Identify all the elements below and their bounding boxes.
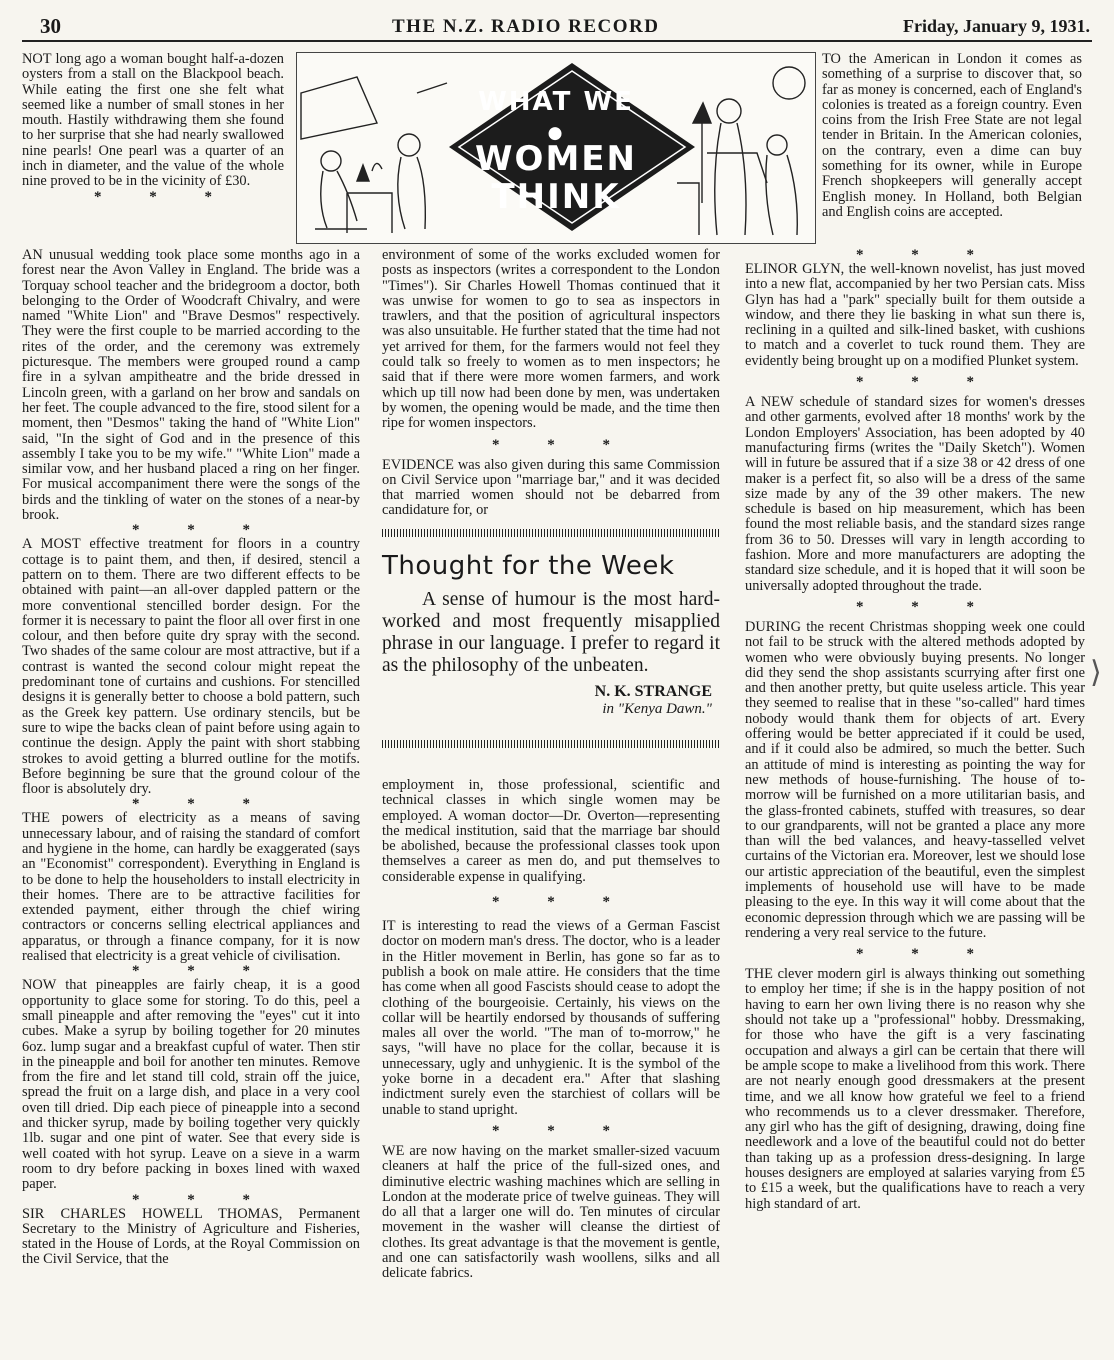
column-2-top — [382, 248, 720, 520]
banner-dot-icon: ● — [547, 123, 565, 143]
column-3 — [745, 248, 1085, 1348]
margin-mark-icon: ⟩ — [1090, 656, 1102, 689]
banner-title-line-2: WOMEN — [475, 139, 637, 179]
article-wedding: AN unusual wedding took place some months ago in a forest near the Avon Valley in England. The bride was a Torquay school teacher and the bridegroom a doctor, both belonging to the Order of Woodcraft Chivalry, and were named "White Lion" and "Brave Desmos" respectively. They were the first couple to be married according to the rites of the order, and the ceremony was extremely picturesque. The members were grouped round a camp fire in a sylvan ampitheatre and the bride dressed in Lincoln green, with a garland on her brow and sandals on her feet. The couple advanced to the fire, stood silent for a moment, then "Desmos" taking the hand of "White Lion" said, "In the sight of God and in the presence of this assembly I take you to be my wife." "White Lion" made a similar vow, and her husband placed a ring on her finger. For musical accompaniment there were the songs of the birds and the tinkling of water on the stones of a near-by brook. — [22, 248, 360, 524]
column-banner-illustration — [296, 52, 816, 244]
thought-title: Thought for the Week — [382, 551, 675, 581]
section-separator: * * * — [132, 1191, 272, 1208]
article-oysters — [22, 52, 284, 274]
section-separator: * * * — [492, 1122, 632, 1139]
section-separator: * * * — [856, 598, 996, 615]
hatch-rule-bottom — [382, 740, 720, 748]
issue-date: Friday, January 9, 1931. — [902, 16, 1090, 36]
thought-quote: A sense of humour is the most hard-worked and most frequently misapplied phrase in our language. I prefer to regard it as the philosophy of the unbeaten. — [382, 589, 720, 676]
article-american — [822, 52, 1082, 248]
section-separator: * * * — [492, 436, 632, 453]
section-separator: * * * — [856, 374, 996, 391]
article-girl: THE clever modern girl is always thinking out something to employ her time; if she is in the happy position of not having to earn her own living there is no reason why she should not take up a "professional" hobby. Dressmaking, for those who have the gift is a very fascinating occupation and always a girl can be certain that there will be ample scope to make a livelihood from this work. There are not nearly enough good dressmakers at the present time, and we all know how grateful we feel to a friend who recommends us to a clever dressmaker. Therefore, any girl who has the gift of designing, drawing, doing fine needlework and a love of the beautiful could not do better than taking up as a profession dress-designing. In large houses designers are employed at salaries varying from £5 to £15 a week, but the qualifications have to reach a very high standard of art. — [745, 966, 1085, 1212]
hatch-rule-top — [382, 529, 720, 537]
article-thomas: SIR CHARLES HOWELL THOMAS, Permanent Secretary to the Ministry of Agriculture and Fisheries, stated in the House of Lords, at the Royal Commission on the Civil Service, that the — [22, 1205, 360, 1268]
section-separator: * * * — [132, 522, 272, 539]
article-christmas: DURING the recent Christmas shopping week one could not fail to be struck with the altered methods adopted by women who were obviously buying presents. No longer did they send the shop assistants scurrying after first one and then another pretty, but quite useless article. This year they seemed to realise that in these "so-called" hard times nobody would thank them for objects of art. Every offering would be better appreciated if it could be used, and if it could also be admired, so much the better. Such an attitude of mind is interesting as pointing the way for new methods of house-furnishing. The house of to-morrow will be furnished on a more utilitarian basis, and the glass-fronted cabinets, stuffed with treasures, so dear to our grandparents, will not be granted a place any more than will the bed valances, and heavy-tasselled velvet curtains of the Victorian era. Moreover, lest we should lose our artistic appreciation of the beautiful, even the simplest implements of household use will have to be made pleasing to the eye. In this way it will come about that the economic depression through which we are passing will be rendering a very real service to the future. — [745, 618, 1085, 941]
banner-title-line-1: WHAT WE — [478, 87, 634, 117]
section-separator: * * * — [492, 894, 632, 911]
article-environment: environment of some of the works excluded women for posts as inspectors (writes a correspondent to the London "Times"). Sir Charles Howell Thomas continued that it was unwise for women to go to sea as inspectors in trawlers, and that the position of agricultural inspectors was also unsuitable. He further stated that the time had not yet arrived for them, for the farmers would not feel they could talk so freely to women as to men inspectors; he said that if there were more women farmers, and work which up till now had been done by men, was undertaken by women, the opening would be made, and the time then ripe for women inspectors. — [382, 248, 720, 432]
section-separator: * * * — [856, 946, 996, 963]
article-electricity: THE powers of electricity as a means of saving unnecessary labour, and of raising the standard of comfort and hygiene in the home, can hardly be exaggerated (says an "Economist" correspondent). Everything in England is to be done to help the householders to install electricity in their homes. There are to be attractive facilities for extended payment, either through the chief wiring contractors or concerns selling electrical appliances and apparatus, or through a finance company, for it is now realised that electricity is a great vehicle of civilisation. — [22, 810, 360, 965]
article-vacuum: WE are now having on the market smaller-sized vacuum cleaners at half the price of the full-sized ones, and diminutive electric washing machines which are selling in London at the moderate price of twelve guineas. They will do all that a larger one will do. Ten minutes of circular movement in the washer will cleanse the dirtiest of clothes. Its great advantage is that the movement is gentle, and one can satisfactorily wash woollens, silks and all delicate fabrics. — [382, 1142, 720, 1282]
article-floors: A MOST effective treatment for floors in a country cottage is to paint them, and then, if desired, stencil a pattern on to them. There are two different effects to be obtained with paint—an all-over dappled pattern or the more conventional stencilled border design. For the former it is necessary to paint the floor all over first in one colour, and then before quite dry spray with the second. Two shades of the same colour are most attractive, but if a contrast is wanted the second colour might repeat the predominant tone of curtains and cushions. For stencilled designs it is generally better to choose a bold pattern, such as the Greek key pattern. Use ordinary stencils, but be sure to wipe the backs clean of paint before using again to continue the design. Apply the paint with short stabbing strokes to avoid getting a blurred outline for the motifs. Before beginning be sure that the ground colour of the floor is absolutely dry. — [22, 536, 360, 798]
article-dress: IT is interesting to read the views of a German Fascist doctor on modern man's dress. The doctor, who is a leader in the Hitler movement in Berlin, has gone so far as to publish a book on male attire. He considers that the time has come when all good Fascists should cease to adopt the clothing of the bourgeoisie. Certainly, his views on the collar will be heartily endorsed by thousands of suffering males all over the world. "The man of to-morrow," he says, "will have no place for the collar, because it is unnecessary, ugly and unhygienic. It is the symbol of the yoke borne in a decadent era." After that slashing indictment surely even the starchiest of collars will be unable to stand upright. — [382, 918, 720, 1118]
header-rule — [22, 40, 1092, 42]
masthead: THE N.Z. RADIO RECORD — [392, 16, 660, 37]
section-separator: * * * — [132, 796, 272, 813]
article-pineapples: NOW that pineapples are fairly cheap, it is a good opportunity to glace some for storing. To do this, peel a small pineapple and after removing the "eyes" cut it into cubes. Make a syrup by boiling together for 20 minutes 6oz. lump sugar and a breakfast cupful of water. Then stir in the pineapple and boil for another ten minutes. Remove from the fire and let stand till cold, strain off the juice, spread the fruit on a large dish, and place in a very cool oven till dried. Dip each piece of pineapple into a second and thicker syrup, made by boiling together very quickly 1lb. sugar and one pint of water. See that every side is well coated with hot syrup. Leave on a sieve in a warm room to dry before packing in boxes lined with waxed paper. — [22, 977, 360, 1193]
thought-author: N. K. STRANGE — [594, 683, 712, 700]
thought-for-the-week-box — [382, 529, 720, 771]
article-sizes: A NEW schedule of standard sizes for women's dresses and other garments, evolved after 18 months' work by the London Employers' Association, has been adopted by 40 manufacturing firms (writes the "Daily Sketch"). Women will in future be assured that if a size 38 or 42 dress of one maker is a perfect fit, so also will be a dress of the same size made by any of the 39 other makers. The new schedule is based on hip measurement, which has been found the most reliable basis, and the standard sizes range from 36 to 50. Dresses will vary in length according to fashion. More and more manufacturers are adopting the standard size schedule, and it is hoped that it will soon be universally adopted throughout the trade. — [745, 394, 1085, 594]
page-number: 30 — [40, 14, 61, 38]
section-separator: * * * — [94, 188, 234, 205]
article-oysters-text: NOT long ago a woman bought half-a-dozen oysters from a stall on the Blackpool beach. While eating the first one she felt what seemed like a number of small stones in her mouth. Hastily withdrawing them she found to her surprise that she had nearly swallowed nine pearls! One pearl was a quarter of an inch in diameter, and the value of the whole nine proved to be in the vicinity of £30. — [22, 52, 284, 190]
article-american-text: TO the American in London it comes as something of a surprise to discover that, so far as money is concerned, each of England's colonies is treated as a foreign country. Even coins from the Irish Free State are not legal tender in Britain. In the American colonies, on the contrary, even a dime can buy something for its owner, while in Europe French shopkeepers will generally accept English money. In Holland, both Belgian and English coins are accepted. — [822, 52, 1082, 220]
article-employment: employment in, those professional, scientific and technical classes in which single women may be employed. A woman doctor—Dr. Overton—representing the medical institution, said that the marriage bar should be abolished, because the professional classes took upon themselves a career as men do, and put themselves to considerable expense in qualifying. — [382, 778, 720, 885]
article-glyn: ELINOR GLYN, the well-known novelist, has just moved into a new flat, accompanied by her two Persian cats. Miss Glyn has had a "park" specially built for them outside a window, and there they lie basking in what sun there is, reclining in a quilted and silk-lined basket, with cushions to match and a coverlet to tuck round them. They are evidently being brought up on a modified Plunket system. — [745, 261, 1085, 369]
page-header — [22, 8, 1092, 38]
column-1 — [22, 248, 360, 1348]
article-evidence: EVIDENCE was also given during this same Commission on Civil Service upon "marriage bar," and it was decided that married women should not be debarred from candidature for, or — [382, 456, 720, 519]
thought-source: in "Kenya Dawn." — [602, 701, 712, 717]
section-separator: * * * — [856, 248, 996, 263]
column-2-bottom — [382, 778, 720, 1348]
section-separator: * * * — [132, 963, 272, 980]
banner-title-line-3: THINK — [491, 177, 621, 217]
